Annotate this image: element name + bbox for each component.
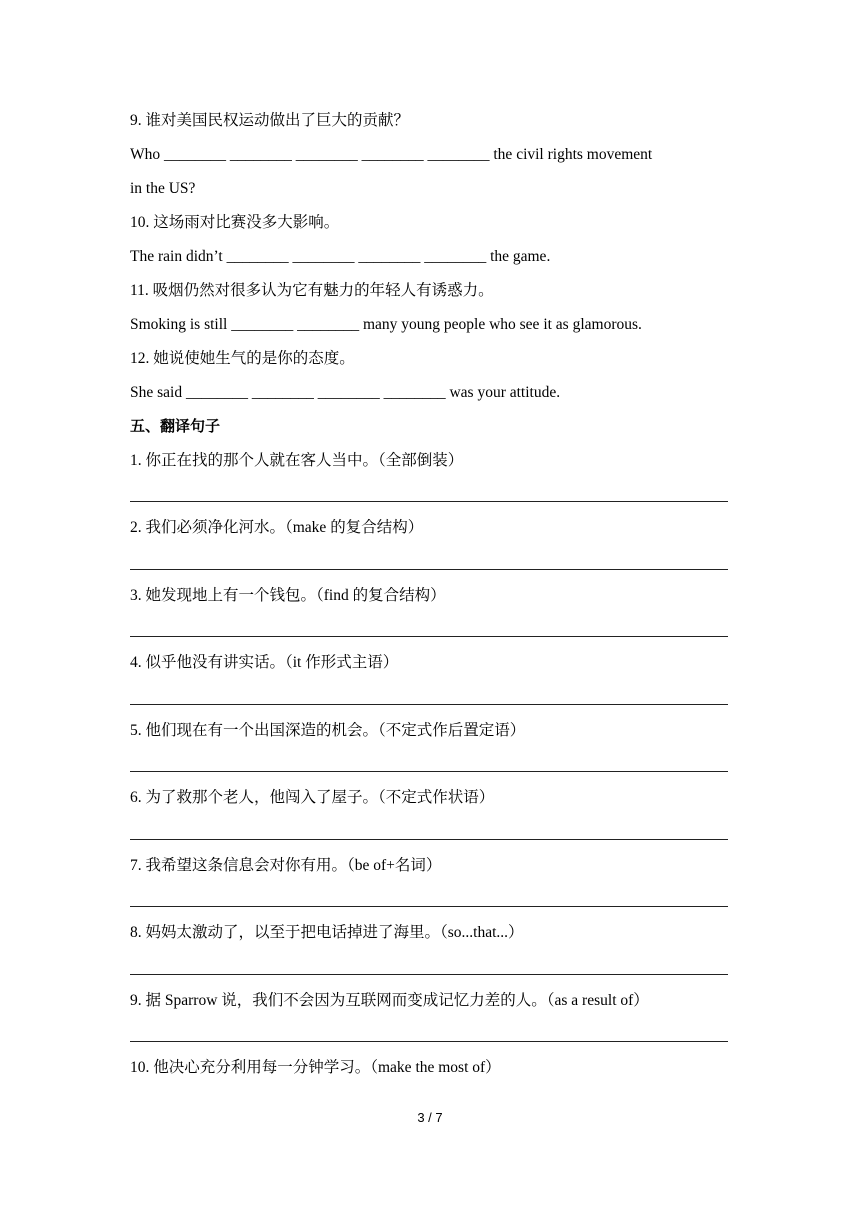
answer-line-2[interactable] bbox=[130, 569, 728, 570]
translation-item-4: 4. 似乎他没有讲实话。（it 作形式主语） bbox=[130, 654, 399, 671]
answer-line-1[interactable] bbox=[130, 501, 728, 502]
answer-line-6[interactable] bbox=[130, 839, 728, 840]
translation-item-2: 2. 我们必须净化河水。（make 的复合结构） bbox=[130, 519, 424, 536]
translation-item-8: 8. 妈妈太激动了，以至于把电话掉进了海里。（so...that...） bbox=[130, 924, 524, 941]
translation-item-3: 3. 她发现地上有一个钱包。（find 的复合结构） bbox=[130, 587, 446, 604]
answer-line-8[interactable] bbox=[130, 974, 728, 975]
fill-in-answer-11: Smoking is still ________ ________ many young people who see it as glamorous. bbox=[130, 316, 642, 333]
translation-item-6: 6. 为了救那个老人，他闯入了屋子。（不定式作状语） bbox=[130, 789, 495, 806]
translation-item-10: 10. 他决心充分利用每一分钟学习。（make the most of） bbox=[130, 1059, 501, 1076]
fill-in-question-12: 12. 她说使她生气的是你的态度。 bbox=[130, 350, 355, 367]
translation-item-1: 1. 你正在找的那个人就在客人当中。（全部倒装） bbox=[130, 452, 464, 469]
fill-in-answer-9-line-2: in the US? bbox=[130, 180, 196, 197]
answer-line-3[interactable] bbox=[130, 636, 728, 637]
fill-in-question-9: 9. 谁对美国民权运动做出了巨大的贡献？ bbox=[130, 112, 410, 129]
answer-line-4[interactable] bbox=[130, 704, 728, 705]
fill-in-answer-12: She said ________ ________ ________ ________ was your attitude. bbox=[130, 384, 561, 401]
translation-item-5: 5. 他们现在有一个出国深造的机会。（不定式作后置定语） bbox=[130, 722, 526, 739]
fill-in-answer-9-line-1: Who ________ ________ ________ ________ ________ the civil rights movement bbox=[130, 146, 653, 163]
translation-item-9: 9. 据 Sparrow 说，我们不会因为互联网而变成记忆力差的人。（as a result of） bbox=[130, 992, 649, 1009]
section-title: 五、翻译句子 bbox=[130, 417, 221, 435]
answer-line-9[interactable] bbox=[130, 1041, 728, 1042]
fill-in-answer-10: The rain didn’t ________ ________ ________ ________ the game. bbox=[130, 248, 551, 265]
translation-item-7: 7. 我希望这条信息会对你有用。（be of+名词） bbox=[130, 857, 442, 874]
answer-line-5[interactable] bbox=[130, 771, 728, 772]
answer-line-7[interactable] bbox=[130, 906, 728, 907]
fill-in-question-11: 11. 吸烟仍然对很多认为它有魅力的年轻人有诱惑力。 bbox=[130, 282, 494, 299]
page-number: 3 / 7 bbox=[417, 1110, 443, 1125]
fill-in-question-10: 10. 这场雨对比赛没多大影响。 bbox=[130, 214, 340, 231]
